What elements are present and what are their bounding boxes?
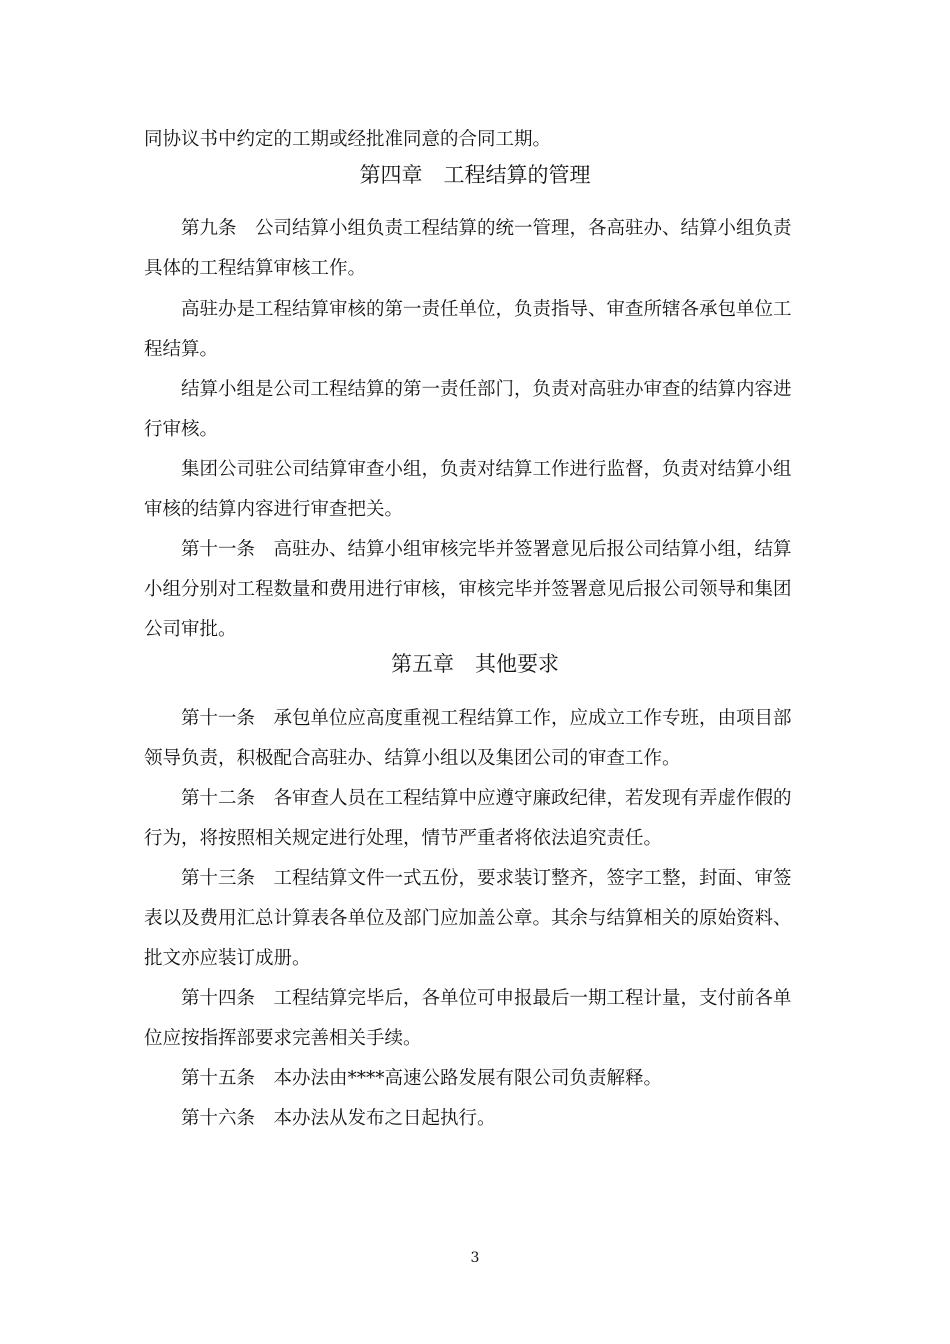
text-line: 第十三条 工程结算文件一式五份，要求装订整齐，签字工整，封面、审签 [181, 868, 792, 889]
text-line: 具体的工程结算审核工作。 [144, 258, 367, 279]
text-line: 表以及费用汇总计算表各单位及部门应加盖公章。其余与结算相关的原始资料、 [144, 908, 792, 929]
text-line: 第十六条 本办法从发布之日起执行。 [181, 1108, 496, 1129]
text-line: 行审核。 [144, 419, 219, 440]
text-line: 结算小组是公司工程结算的第一责任部门，负责对高驻办审查的结算内容进 [181, 379, 792, 400]
text-line: 第九条 公司结算小组负责工程结算的统一管理，各高驻办、结算小组负责 [181, 218, 792, 239]
chapter-heading-5: 第五章 其他要求 [391, 652, 559, 676]
text-line: 小组分别对工程数量和费用进行审核，审核完毕并签署意见后报公司领导和集团 [144, 579, 792, 600]
text-line: 批文亦应装订成册。 [144, 948, 311, 969]
text-line: 位应按指挥部要求完善相关手续。 [144, 1028, 422, 1049]
text-line: 行为，将按照相关规定进行处理，情节严重者将依法追究责任。 [144, 828, 663, 849]
chapter-heading-4: 第四章 工程结算的管理 [359, 163, 591, 187]
text-line: 第十四条 工程结算完毕后，各单位可申报最后一期工程计量，支付前各单 [181, 988, 792, 1009]
text-line: 第十五条 本办法由****高速公路发展有限公司负责解释。 [181, 1068, 663, 1089]
page-number: 3 [470, 1250, 480, 1266]
text-line: 集团公司驻公司结算审查小组，负责对结算工作进行监督，负责对结算小组 [181, 459, 792, 480]
text-line: 审核的结算内容进行审查把关。 [144, 499, 404, 520]
text-line: 第十二条 各审查人员在工程结算中应遵守廉政纪律，若发现有弄虚作假的 [181, 788, 792, 809]
text-line: 领导负责，积极配合高驻办、结算小组以及集团公司的审查工作。 [144, 748, 681, 769]
text-line: 公司审批。 [144, 619, 237, 640]
text-line: 第十一条 高驻办、结算小组审核完毕并签署意见后报公司结算小组，结算 [181, 539, 792, 560]
text-line: 第十一条 承包单位应高度重视工程结算工作，应成立工作专班，由项目部 [181, 708, 792, 729]
text-line: 高驻办是工程结算审核的第一责任单位，负责指导、审查所辖各承包单位工 [181, 299, 792, 320]
text-line: 程结算。 [144, 339, 219, 360]
text-line: 同协议书中约定的工期或经批准同意的合同工期。 [144, 129, 552, 150]
